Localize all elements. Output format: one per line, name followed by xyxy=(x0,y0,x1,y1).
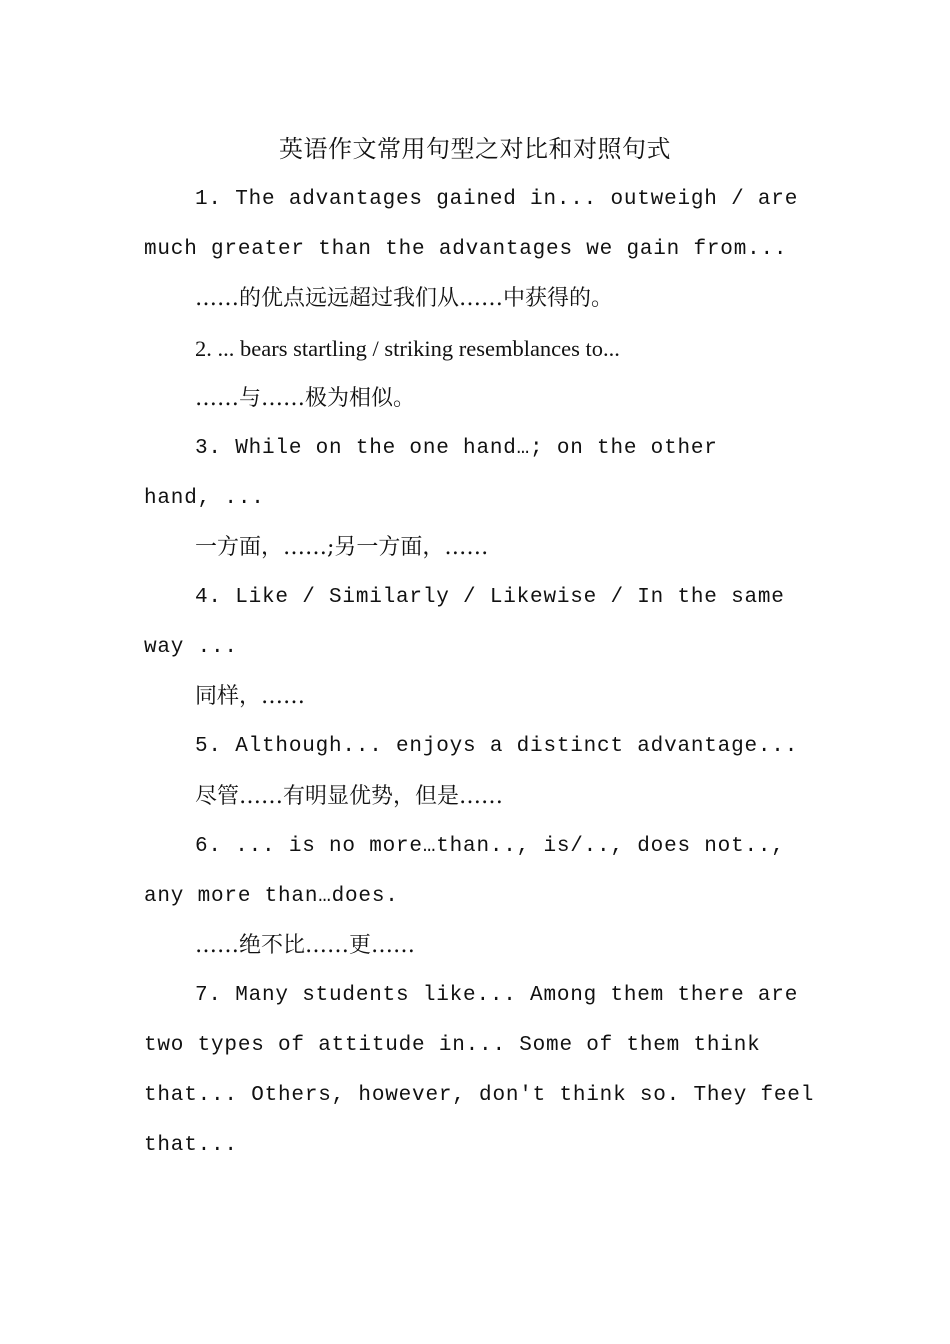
item-4-line-1: 4. Like / Similarly / Likewise / In the same xyxy=(195,586,785,609)
item-5-translation: 尽管……有明显优势，但是…… xyxy=(195,784,504,809)
document-title: 英语作文常用句型之对比和对照句式 xyxy=(279,135,671,163)
item-2-line-1: 2. ... bears startling / striking resemblances to... xyxy=(195,336,620,361)
item-7-line-3: that... Others, however, don't think so. They feel xyxy=(144,1084,815,1107)
item-2-translation: ……与……极为相似。 xyxy=(195,386,416,411)
item-1-line-2: much greater than the advantages we gain from... xyxy=(144,238,788,261)
item-5-line-1: 5. Although... enjoys a distinct advantage... xyxy=(195,735,799,758)
item-3-translation: 一方面，……;另一方面，…… xyxy=(195,535,489,560)
item-7-line-4: that... xyxy=(144,1134,238,1157)
item-3-line-1: 3. While on the one hand…; on the other xyxy=(195,437,718,460)
item-1-translation: ……的优点远远超过我们从……中获得的。 xyxy=(195,286,614,311)
item-6-translation: ……绝不比……更…… xyxy=(195,933,416,958)
item-6-line-1: 6. ... is no more…than.., is/.., does not.., xyxy=(195,835,785,858)
item-6-line-2: any more than…does. xyxy=(144,885,399,908)
item-4-line-2: way ... xyxy=(144,636,238,659)
item-7-line-1: 7. Many students like... Among them there are xyxy=(195,984,799,1007)
item-4-translation: 同样，…… xyxy=(195,684,306,709)
item-3-line-2: hand, ... xyxy=(144,487,265,510)
item-1-line-1: 1. The advantages gained in... outweigh / are xyxy=(195,188,799,211)
item-7-line-2: two types of attitude in... Some of them think xyxy=(144,1034,761,1057)
